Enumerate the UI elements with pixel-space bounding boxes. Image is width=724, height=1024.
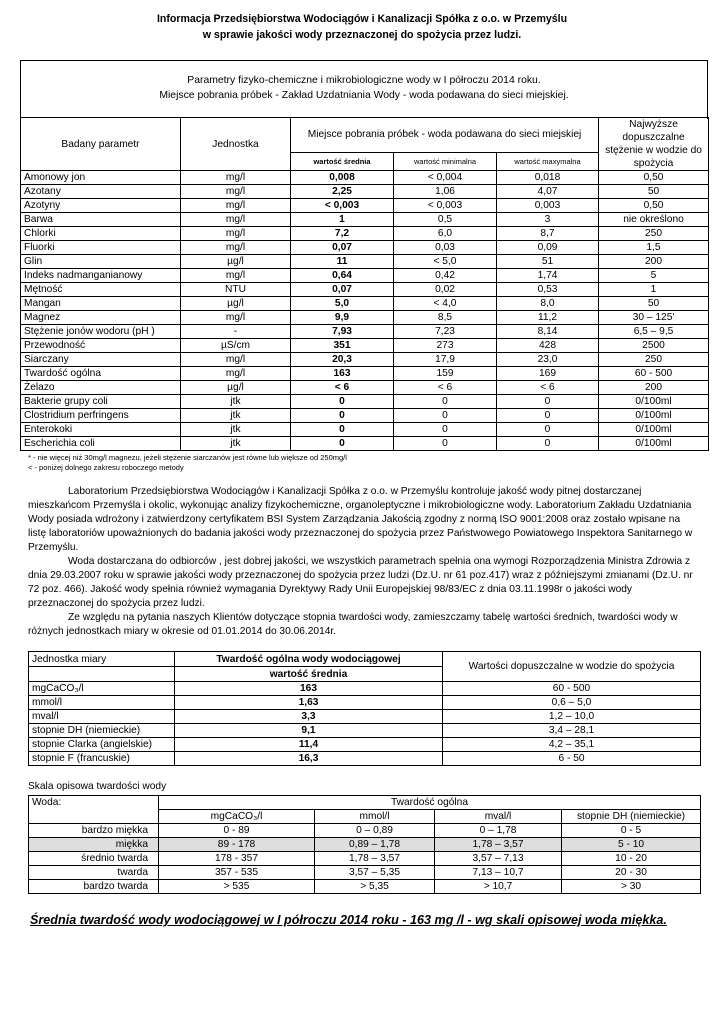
sub-min: wartość minimalna [394,152,497,170]
param-unit: jtk [181,395,291,409]
table-row [21,283,709,297]
param-min: 0,5 [394,213,497,227]
param-avg: 0 [291,437,394,451]
param-min: 0 [394,409,497,423]
param-unit: µS/cm [181,339,291,353]
param-avg: 1 [291,213,394,227]
hardness-limit: 0,6 – 5,0 [443,696,701,710]
param-max: 0 [497,395,599,409]
scale-value: 1,78 – 3,57 [435,838,562,852]
param-max: 23,0 [497,353,599,367]
param-limit: 0/100ml [599,437,709,451]
param-min: < 0,003 [394,199,497,213]
hardness-avg: 16,3 [175,752,443,766]
param-limit: 6,5 – 9,5 [599,325,709,339]
hardness-limit: 60 - 500 [443,682,701,696]
table-row [21,339,709,353]
table-row [21,423,709,437]
param-max: 169 [497,367,599,381]
param-name: Siarczany [21,353,181,367]
table-row [21,395,709,409]
param-limit: 50 [599,185,709,199]
table-row [21,297,709,311]
scale-label: średnio twarda [29,852,159,866]
param-avg: < 6 [291,381,394,395]
param-min: 0,42 [394,269,497,283]
param-avg: < 0,003 [291,199,394,213]
param-unit: µg/l [181,381,291,395]
params-caption2: Miejsce pobrania próbek - Zakład Uzdatniania Wody - woda podawana do sieci miejskiej. [159,90,569,101]
scale-value: 89 - 178 [159,838,315,852]
param-min: 273 [394,339,497,353]
params-caption-box [20,60,708,119]
param-max: 8,14 [497,325,599,339]
scale-label: twarda [29,866,159,880]
param-name: Żelazo [21,381,181,395]
hardness-header-blank [29,667,175,682]
scale-col-water: Woda: [29,796,159,824]
scale-value: 20 - 30 [562,866,701,880]
param-avg: 11 [291,255,394,269]
table-row [21,269,709,283]
scale-label: bardzo miękka [29,824,159,838]
scale-value: > 535 [159,880,315,894]
param-unit: - [181,325,291,339]
param-min: 0 [394,423,497,437]
table-row [21,409,709,423]
hardness-unit: mgCaCO₃/l [29,682,175,696]
param-unit: jtk [181,423,291,437]
param-unit: µg/l [181,297,291,311]
table-row [21,255,709,269]
hardness-col-unit: Jednostka miary [29,652,175,667]
param-min: 17,9 [394,353,497,367]
table-row [29,710,701,724]
param-unit: mg/l [181,241,291,255]
scale-unit-header: mval/l [435,810,562,824]
scale-unit-header: stopnie DH (niemieckie) [562,810,701,824]
hardness-col-main: Twardość ogólna wody wodociągowej [175,652,443,667]
paragraph-quality: Woda dostarczana do odbiorców , jest dobrej jakości, we wszystkich parametrach spełnia ona wymogi Rozporządzenia Ministra Zdrowia z dnia 29.03.2007 roku w sprawie jakości wody przeznaczonej do spożycia przez ludzi (Dz.U. nr 61 poz.417) wraz z późniejszymi zmianami (Dz.U. nr 72 poz. 466). Jakość wody spełnia również wymagania Dyrektywy Rady Unii Europejskiej 98/83/EC z dnia 03.11.1998r o jakości wody przeznaczonej do spożycia przez ludzi. [28,556,693,609]
param-min: 159 [394,367,497,381]
hardness-avg: 11,4 [175,738,443,752]
scale-value: > 30 [562,880,701,894]
param-unit: mg/l [181,213,291,227]
param-unit: jtk [181,437,291,451]
param-avg: 0,07 [291,241,394,255]
summary: Średnia twardość wody wodociągowej w I półroczu 2014 roku - 163 mg /l - wg skali opisowej woda miękka. [30,913,667,927]
param-min: 0 [394,437,497,451]
param-max: 428 [497,339,599,353]
param-max: 0,018 [497,171,599,185]
param-avg: 0 [291,423,394,437]
param-avg: 20,3 [291,353,394,367]
document-title-line1: Informacja Przedsiębiorstwa Wodociągów i Kanalizacji Spółka z o.o. w Przemyślu [156,13,568,25]
param-min: 0,03 [394,241,497,255]
param-limit: 50 [599,297,709,311]
param-name: Azotany [21,185,181,199]
hardness-unit: mmol/l [29,696,175,710]
param-limit: 200 [599,381,709,395]
param-avg: 351 [291,339,394,353]
hardness-table [28,651,701,766]
param-avg: 9,9 [291,311,394,325]
param-unit: NTU [181,283,291,297]
hardness-unit: stopnie F (francuskie) [29,752,175,766]
scale-value: 0 - 5 [562,824,701,838]
table-row [21,311,709,325]
param-avg: 0,008 [291,171,394,185]
table-row [21,171,709,185]
param-limit: 250 [599,227,709,241]
param-unit: mg/l [181,227,291,241]
param-limit: 30 – 125' [599,311,709,325]
param-name: Glin [21,255,181,269]
table-row [21,213,709,227]
param-max: 0,003 [497,199,599,213]
param-avg: 0 [291,409,394,423]
hardness-unit: stopnie DH (niemieckie) [29,724,175,738]
scale-value: 10 - 20 [562,852,701,866]
param-name: Fluorki [21,241,181,255]
param-limit: 200 [599,255,709,269]
param-max: 4,07 [497,185,599,199]
paragraph-hardness-intro: Ze względu na pytania naszych Klientów dotyczące stopnia twardości wody, zamieszczamy tabelę wartości średnich, twardości wody w różnych jednostkach miary w okresie od 01.01.2014 do 30.06.2014r. [28,612,678,637]
table-row [21,381,709,395]
param-limit: 1,5 [599,241,709,255]
param-name: Amonowy jon [21,171,181,185]
param-limit: 5 [599,269,709,283]
param-name: Przewodność [21,339,181,353]
param-limit: 250 [599,353,709,367]
param-unit: jtk [181,409,291,423]
col-max: Najwyższe dopuszczalne stężenie w wodzie do spożycia [599,118,709,171]
hardness-limit: 1,2 – 10,0 [443,710,701,724]
param-min: < 5,0 [394,255,497,269]
scale-value: 7,13 – 10,7 [435,866,562,880]
table-row [29,682,701,696]
param-limit: 2500 [599,339,709,353]
scale-value: 1,78 – 3,57 [315,852,435,866]
scale-label: bardzo twarda [29,880,159,894]
param-name: Barwa [21,213,181,227]
param-limit: 0,50 [599,199,709,213]
table-row [21,227,709,241]
table-row [29,880,701,894]
param-avg: 5,0 [291,297,394,311]
param-min: 1,06 [394,185,497,199]
table-row [21,199,709,213]
param-unit: mg/l [181,353,291,367]
scale-value: 5 - 10 [562,838,701,852]
param-avg: 7,93 [291,325,394,339]
param-limit: nie określono [599,213,709,227]
scale-unit-header: mgCaCO₃/l [159,810,315,824]
scale-unit-header: mmol/l [315,810,435,824]
table-row [29,824,701,838]
param-max: 8,0 [497,297,599,311]
scale-col-hardness: Twardość ogólna [159,796,701,810]
scale-value: 3,57 – 7,13 [435,852,562,866]
hardness-unit: mval/l [29,710,175,724]
hardness-avg: 163 [175,682,443,696]
param-min: 8,5 [394,311,497,325]
param-name: Mangan [21,297,181,311]
param-max: 8,7 [497,227,599,241]
col-place: Miejsce pobrania próbek - woda podawana do sieci miejskiej [291,118,599,153]
param-min: 0 [394,395,497,409]
paragraph-laboratory: Laboratorium Przedsiębiorstwa Wodociągów i Kanalizacji Spółka z o.o. w Przemyślu kontroluje jakość wody pitnej dostarczanej mieszkańcom Przemyśla i okolic, wykonując analizy fizykochemiczne, organoleptyczne i mikrobiologiczne wody. Laboratorium Zakładu Uzdatniania Wody posiada wdrożony i zatwierdzony certyfikatem BSI System Zarządzania Jakością zgodny z normą ISO 9001:2008 oraz zostało wpisane na listę laboratoriów upoważnionych do badania jakości wody przeznaczonej do spożycia przez Państwowego Powiatowego Inspektora Sanitarnego w Przemyślu. [28,486,693,553]
table-row [29,724,701,738]
param-unit: mg/l [181,171,291,185]
param-max: 0 [497,423,599,437]
table-row [21,353,709,367]
param-max: 3 [497,213,599,227]
hardness-limit: 6 - 50 [443,752,701,766]
param-max: 0,09 [497,241,599,255]
param-avg: 2,25 [291,185,394,199]
param-limit: 60 - 500 [599,367,709,381]
param-min: < 0,004 [394,171,497,185]
param-min: < 6 [394,381,497,395]
params-caption1: Parametry fizyko-chemiczne i mikrobiologiczne wody w I półroczu 2014 roku. [187,75,541,86]
scale-value: > 5,35 [315,880,435,894]
sub-avg: wartość średnia [291,152,394,170]
param-name: Azotyny [21,199,181,213]
param-avg: 0 [291,395,394,409]
param-avg: 7,2 [291,227,394,241]
footnote1: * - nie więcej niż 30mg/l magnezu, jeżeli stężenie siarczanów jest równe lub większe od 250mg/l [28,453,347,462]
sub-maxv: wartość maxymalna [497,152,599,170]
param-name: Mętność [21,283,181,297]
hardness-unit: stopnie Clarka (angielskie) [29,738,175,752]
param-avg: 0,64 [291,269,394,283]
hardness-avg: 1,63 [175,696,443,710]
table-row [29,738,701,752]
param-max: 51 [497,255,599,269]
param-unit: mg/l [181,269,291,283]
table-row [21,185,709,199]
param-avg: 0,07 [291,283,394,297]
param-unit: mg/l [181,311,291,325]
param-name: Twardość ogólna [21,367,181,381]
hardness-col-avg: wartość średnia [175,667,443,682]
scale-value: 178 - 357 [159,852,315,866]
param-limit: 0/100ml [599,423,709,437]
table-row [29,852,701,866]
table-row [29,838,701,852]
param-name: Enterokoki [21,423,181,437]
param-name: Stężenie jonów wodoru (pH ) [21,325,181,339]
param-name: Chlorki [21,227,181,241]
table-row [21,325,709,339]
param-name: Escherichia coli [21,437,181,451]
hardness-limit: 3,4 – 28,1 [443,724,701,738]
param-limit: 0/100ml [599,409,709,423]
col-param: Badany parametr [21,118,181,171]
param-unit: mg/l [181,367,291,381]
table-row [29,866,701,880]
scale-value: 0 - 89 [159,824,315,838]
param-limit: 0,50 [599,171,709,185]
param-unit: mg/l [181,185,291,199]
param-limit: 0/100ml [599,395,709,409]
table-row [29,752,701,766]
param-max: 0 [497,409,599,423]
hardness-avg: 3,3 [175,710,443,724]
hardness-col-limit: Wartości dopuszczalne w wodzie do spożycia [443,652,701,682]
scale-caption: Skala opisowa twardości wody [28,781,167,792]
scale-value: 0 – 1,78 [435,824,562,838]
param-limit: 1 [599,283,709,297]
param-avg: 163 [291,367,394,381]
param-name: Indeks nadmanganianowy [21,269,181,283]
col-unit: Jednostka [181,118,291,171]
table-row [21,367,709,381]
scale-value: 0,89 – 1,78 [315,838,435,852]
footnote2: < - poniżej dolnego zakresu roboczego metody [28,463,184,472]
param-name: Clostridium perfringens [21,409,181,423]
param-max: < 6 [497,381,599,395]
param-name: Magnez [21,311,181,325]
param-min: < 4,0 [394,297,497,311]
table-row [21,241,709,255]
param-unit: mg/l [181,199,291,213]
scale-label: miękka [29,838,159,852]
table-row [29,696,701,710]
param-unit: µg/l [181,255,291,269]
param-min: 6,0 [394,227,497,241]
scale-table [28,795,701,894]
param-min: 0,02 [394,283,497,297]
hardness-limit: 4,2 – 35,1 [443,738,701,752]
param-min: 7,23 [394,325,497,339]
document-title-line2: w sprawie jakości wody przeznaczonej do spożycia przez ludzi. [202,29,522,41]
param-name: Bakterie grupy coli [21,395,181,409]
scale-value: 357 - 535 [159,866,315,880]
hardness-avg: 9,1 [175,724,443,738]
param-max: 0,53 [497,283,599,297]
scale-value: > 10,7 [435,880,562,894]
param-max: 1,74 [497,269,599,283]
table-row [21,437,709,451]
params-table [20,117,709,451]
param-max: 11,2 [497,311,599,325]
scale-value: 0 – 0,89 [315,824,435,838]
scale-value: 3,57 – 5,35 [315,866,435,880]
param-max: 0 [497,437,599,451]
